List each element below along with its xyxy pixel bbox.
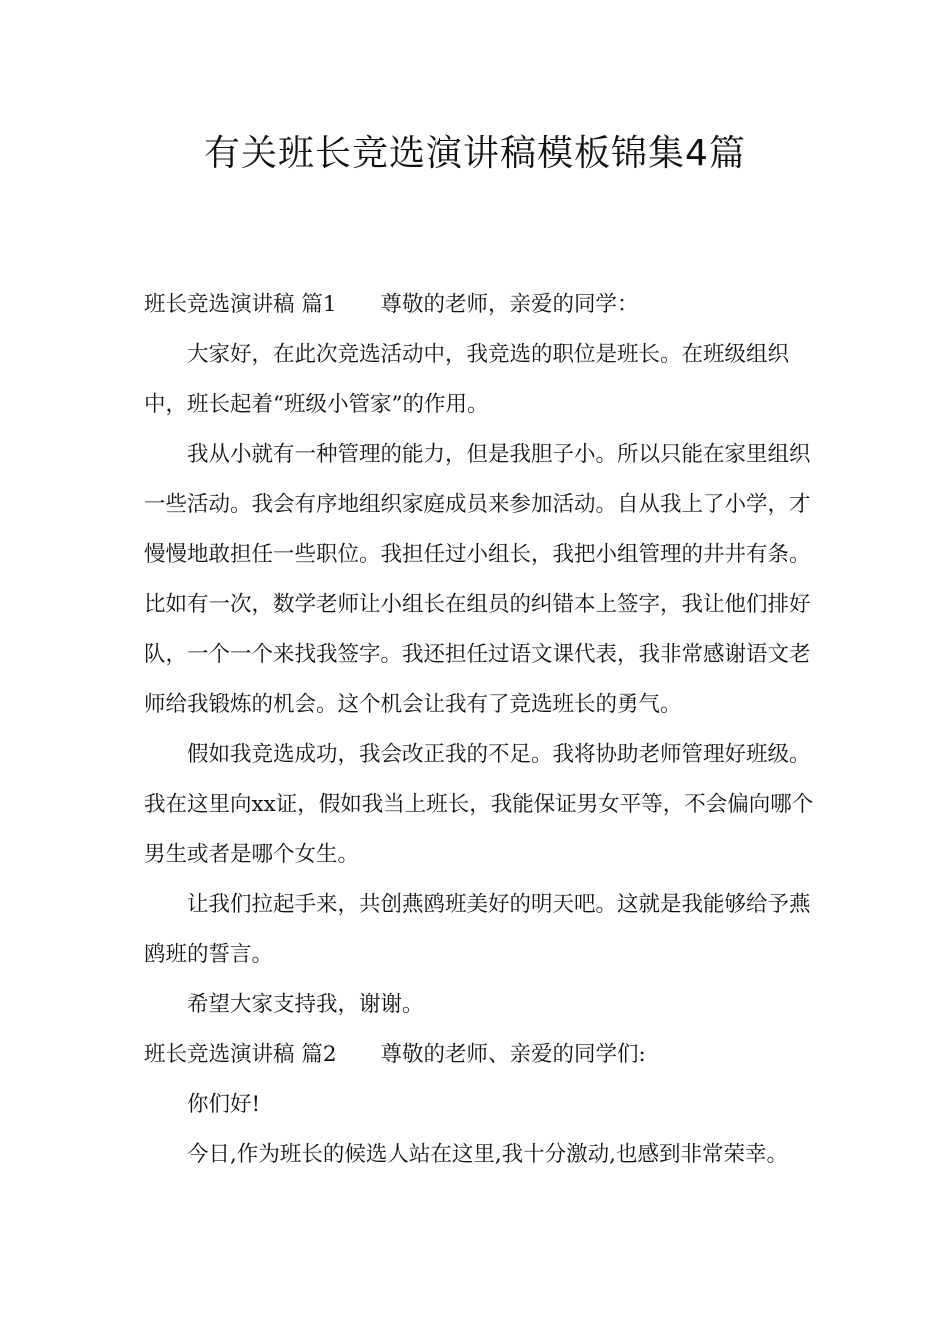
paragraph: 让我们拉起手来，共创燕鸥班美好的明天吧。这就是我能够给予燕鸥班的誓言。 [144, 892, 811, 967]
document-body [144, 280, 820, 1180]
section-heading-2 [144, 1030, 820, 1080]
paragraph: 你们好! [187, 1092, 261, 1117]
section-title: 班长竞选演讲稿 篇1 [144, 292, 337, 317]
salutation: 尊敬的老师，亲爱的同学： [380, 292, 639, 317]
paragraph: 大家好，在此次竞选活动中，我竞选的职位是班长。在班级组织中，班长起着“班级小管家”的作用。 [144, 342, 790, 417]
paragraph: 假如我竞选成功，我会改正我的不足。我将协助老师管理好班级。我在这里向xx证，假如我当上班长，我能保证男女平等，不会偏向哪个男生或者是哪个女生。 [144, 742, 814, 867]
paragraph: 今日,作为班长的候选人站在这里,我十分激动,也感到非常荣幸。 [187, 1142, 789, 1167]
document-title: 有关班长竞选演讲稿模板锦集4篇 [204, 133, 746, 174]
paragraph: 希望大家支持我，谢谢。 [187, 992, 424, 1017]
section-title: 班长竞选演讲稿 篇2 [144, 1042, 337, 1067]
paragraph: 我从小就有一种管理的能力，但是我胆子小。所以只能在家里组织一些活动。我会有序地组织家庭成员来参加活动。自从我上了小学，才慢慢地敢担任一些职位。我担任过小组长，我把小组管理的井井有条。比如有一次，数学老师让小组长在组员的纠错本上签字，我让他们排好队，一个一个来找我签字。我还担任过语文课代表，我非常感谢语文老师给我锻炼的机会。这个机会让我有了竞选班长的勇气。 [144, 442, 811, 717]
salutation: 尊敬的老师、亲爱的同学们: [380, 1042, 646, 1067]
section-heading-1 [144, 280, 820, 330]
